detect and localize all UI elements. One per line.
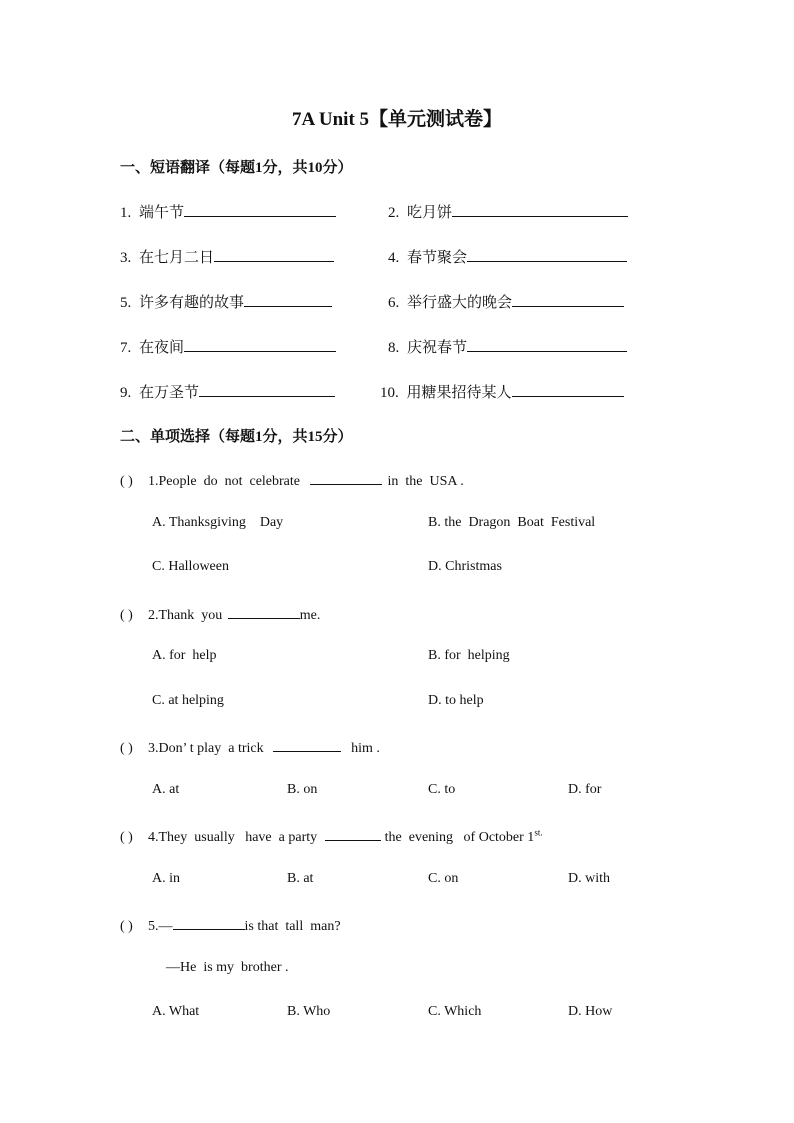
question-4-option-c[interactable]: C. on xyxy=(428,871,459,886)
question-3-option-b[interactable]: B. on xyxy=(287,782,318,797)
question-text: me. xyxy=(299,608,321,623)
question-2-stem xyxy=(120,604,320,624)
question-3-option-d[interactable]: D. for xyxy=(568,782,602,797)
question-3-stem xyxy=(120,737,380,757)
translation-item-5 xyxy=(120,291,332,312)
answer-blank[interactable] xyxy=(199,382,335,397)
item-text: 在万圣节 xyxy=(139,385,200,401)
question-text: 5.— xyxy=(148,919,173,934)
question-1-option-b[interactable]: B. the Dragon Boat Festival xyxy=(428,515,596,530)
translation-item-9 xyxy=(120,381,335,402)
answer-blank[interactable] xyxy=(512,292,624,307)
question-5-answer-line: —He is my brother . xyxy=(166,960,289,975)
question-1-stem xyxy=(120,470,464,490)
answer-parentheses[interactable]: ( ) xyxy=(120,741,133,756)
answer-parentheses[interactable]: ( ) xyxy=(120,474,133,489)
translation-item-4 xyxy=(388,246,627,267)
item-text: 在七月二日 xyxy=(139,250,215,266)
answer-blank[interactable] xyxy=(173,915,245,930)
ordinal-suffix: st. xyxy=(534,827,543,838)
item-text: 吃月饼 xyxy=(407,205,453,221)
item-text: 庆祝春节 xyxy=(407,340,468,356)
question-1-option-a[interactable]: A. Thanksgiving Day xyxy=(152,515,284,530)
answer-blank[interactable] xyxy=(452,202,628,217)
item-text: 许多有趣的故事 xyxy=(139,295,245,311)
question-2-option-b[interactable]: B. for helping xyxy=(428,648,510,663)
section-heading-multiple-choice: 二、单项选择（每题1分，共15分） xyxy=(120,429,353,445)
item-number: 4. xyxy=(388,250,400,266)
item-number: 10. xyxy=(380,385,399,401)
question-1-option-c[interactable]: C. Halloween xyxy=(152,559,229,574)
question-text: in the USA . xyxy=(387,474,464,489)
question-4-option-d[interactable]: D. with xyxy=(568,871,610,886)
question-2-option-d[interactable]: D. to help xyxy=(428,693,484,708)
answer-parentheses[interactable]: ( ) xyxy=(120,919,133,934)
answer-blank[interactable] xyxy=(310,470,382,485)
item-number: 2. xyxy=(388,205,400,221)
question-5-option-c[interactable]: C. Which xyxy=(428,1004,482,1019)
answer-blank[interactable] xyxy=(228,604,300,619)
answer-blank[interactable] xyxy=(214,247,334,262)
translation-item-6 xyxy=(388,291,624,312)
question-4-option-b[interactable]: B. at xyxy=(287,871,314,886)
translation-item-8 xyxy=(388,336,627,357)
item-number: 5. xyxy=(120,295,132,311)
question-1-option-d[interactable]: D. Christmas xyxy=(428,559,502,574)
page-title: 7A Unit 5【单元测试卷】 xyxy=(291,109,503,130)
question-text: is that tall man? xyxy=(244,919,341,934)
item-text: 端午节 xyxy=(139,205,185,221)
question-4-option-a[interactable]: A. in xyxy=(152,871,180,886)
question-5-option-a[interactable]: A. What xyxy=(152,1004,200,1019)
question-3-option-a[interactable]: A. at xyxy=(152,782,180,797)
question-text: 1.People do not celebrate xyxy=(148,474,301,489)
question-text: 2.Thank you xyxy=(148,608,223,623)
answer-blank[interactable] xyxy=(184,202,336,217)
answer-blank[interactable] xyxy=(467,247,627,262)
answer-parentheses[interactable]: ( ) xyxy=(120,608,133,623)
answer-blank[interactable] xyxy=(467,337,627,352)
item-number: 3. xyxy=(120,250,132,266)
answer-blank[interactable] xyxy=(184,337,336,352)
answer-blank[interactable] xyxy=(325,826,381,841)
item-number: 9. xyxy=(120,385,132,401)
item-text: 春节聚会 xyxy=(407,250,468,266)
question-5-option-b[interactable]: B. Who xyxy=(287,1004,331,1019)
question-5-stem xyxy=(120,915,341,935)
item-number: 8. xyxy=(388,340,400,356)
question-text: 4.They usually have a party xyxy=(148,830,318,845)
answer-blank[interactable] xyxy=(273,737,341,752)
item-number: 6. xyxy=(388,295,400,311)
question-4-stem xyxy=(120,826,543,846)
question-2-option-a[interactable]: A. for help xyxy=(152,648,217,663)
translation-item-1 xyxy=(120,201,336,222)
question-text: 3.Don’ t play a trick xyxy=(148,741,264,756)
translation-item-3 xyxy=(120,246,334,267)
item-number: 1. xyxy=(120,205,132,221)
question-2-option-c[interactable]: C. at helping xyxy=(152,693,224,708)
question-5-option-d[interactable]: D. How xyxy=(568,1004,613,1019)
item-text: 举行盛大的晚会 xyxy=(407,295,513,311)
question-3-option-c[interactable]: C. to xyxy=(428,782,456,797)
translation-item-10 xyxy=(380,381,624,402)
translation-item-7 xyxy=(120,336,336,357)
item-number: 7. xyxy=(120,340,132,356)
item-text: 用糖果招待某人 xyxy=(406,385,512,401)
answer-blank[interactable] xyxy=(244,292,332,307)
answer-parentheses[interactable]: ( ) xyxy=(120,830,133,845)
translation-item-2 xyxy=(388,201,628,222)
item-text: 在夜间 xyxy=(139,340,185,356)
question-text: him . xyxy=(351,741,380,756)
section-heading-translation: 一、短语翻译（每题1分，共10分） xyxy=(120,160,353,176)
answer-blank[interactable] xyxy=(512,382,624,397)
question-text: the evening of October 1 xyxy=(384,830,535,845)
